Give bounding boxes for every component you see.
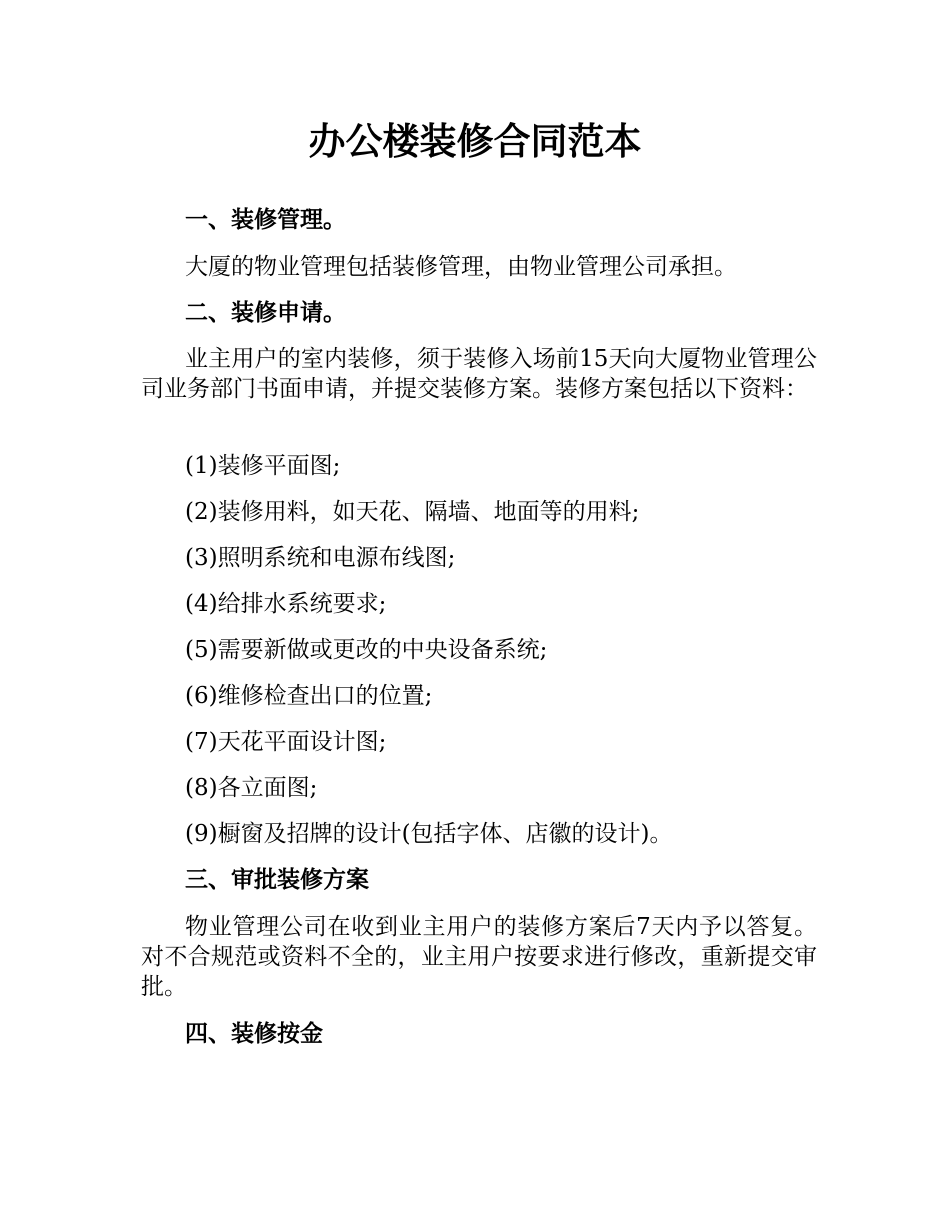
list-item: (5)需要新做或更改的中央设备系统; bbox=[185, 637, 548, 663]
section-paragraph-2: 业主用户的室内装修，须于装修入场前15天向大厦物业管理公司业务部门书面申请，并提交装修方案。装修方案包括以下资料： bbox=[141, 346, 817, 402]
list-item: (9)橱窗及招牌的设计(包括字体、店徽的设计)。 bbox=[185, 821, 673, 847]
list-item: (1)装修平面图; bbox=[185, 453, 341, 479]
document-title: 办公楼装修合同范本 bbox=[308, 120, 642, 163]
section-heading-2: 二、装修申请。 bbox=[185, 300, 346, 326]
list-item: (7)天花平面设计图; bbox=[185, 729, 387, 755]
section-paragraph-3: 物业管理公司在收到业主用户的装修方案后7天内予以答复。对不合规范或资料不全的，业主用户按要求进行修改，重新提交审批。 bbox=[141, 914, 817, 1000]
list-item: (4)给排水系统要求; bbox=[185, 591, 387, 617]
section-paragraph-1: 大厦的物业管理包括装修管理，由物业管理公司承担。 bbox=[185, 254, 737, 280]
section-heading-1: 一、装修管理。 bbox=[185, 207, 346, 233]
list-item: (8)各立面图; bbox=[185, 775, 318, 801]
list-item: (2)装修用料，如天花、隔墙、地面等的用料; bbox=[185, 499, 640, 525]
list-item: (3)照明系统和电源布线图; bbox=[185, 545, 456, 571]
section-heading-3: 三、审批装修方案 bbox=[185, 867, 369, 893]
section-heading-4: 四、装修按金 bbox=[185, 1021, 323, 1047]
list-item: (6)维修检查出口的位置; bbox=[185, 683, 433, 709]
